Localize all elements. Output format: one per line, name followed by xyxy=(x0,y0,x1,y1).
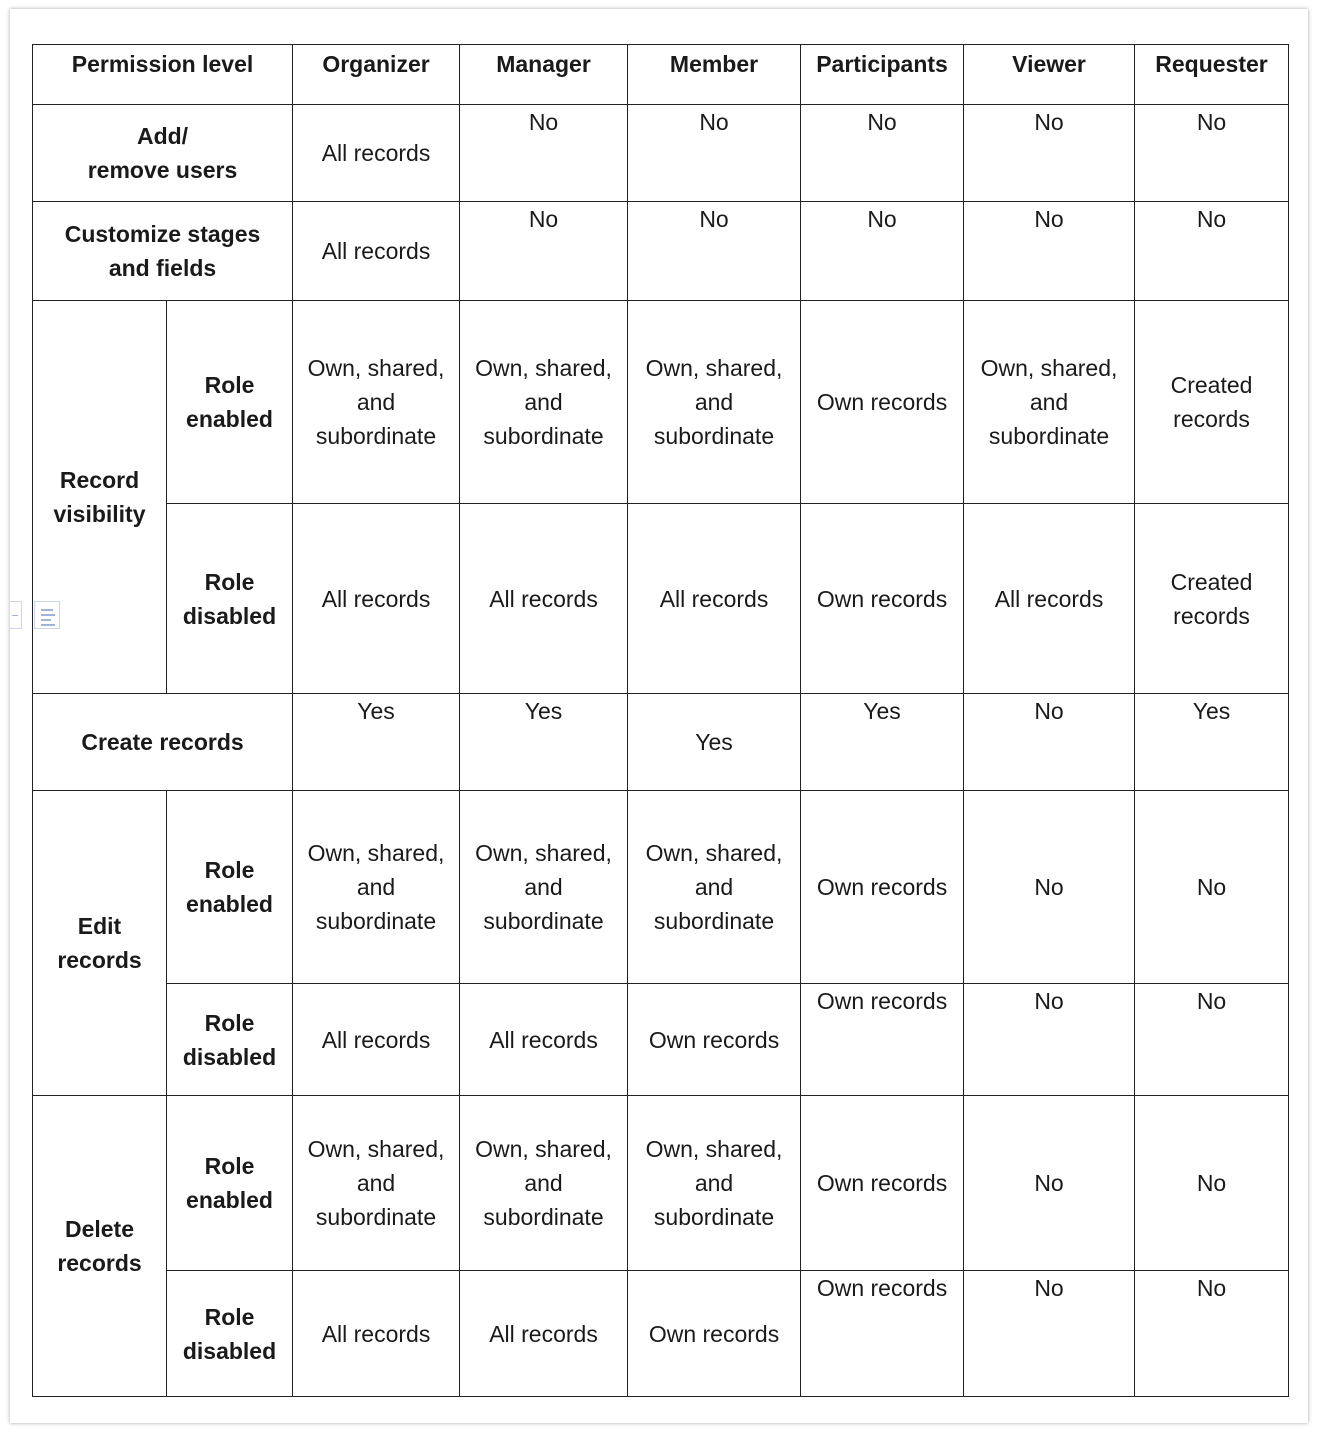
row-label-delete-records: Delete records xyxy=(33,1096,167,1397)
cell-requester: No xyxy=(1135,1271,1289,1397)
cell-requester-text: Created records xyxy=(1170,568,1253,629)
table-row xyxy=(33,301,1289,504)
cell-requester: Created records xyxy=(1135,301,1289,504)
table-row xyxy=(33,1271,1289,1397)
cell-member: Own, shared, and subordinate xyxy=(628,1096,801,1271)
cell-requester: No xyxy=(1135,984,1289,1096)
row-label-create-records: Create records xyxy=(33,694,293,791)
cell-viewer: No xyxy=(964,694,1135,791)
cell-participants: No xyxy=(801,105,964,202)
cell-participants: Own records xyxy=(801,1271,964,1397)
cell-member: Own records xyxy=(628,1271,801,1397)
cell-member: No xyxy=(628,202,801,301)
cell-organizer: Own, shared, and subordinate xyxy=(293,301,460,504)
cell-member: Own, shared, and subordinate xyxy=(628,301,801,504)
header-participants: Participants xyxy=(801,45,964,105)
cell-manager: Own, shared, and subordinate xyxy=(460,791,628,984)
table-row xyxy=(33,1096,1289,1271)
cell-organizer: Own, shared, and subordinate xyxy=(293,791,460,984)
sub-label-role-enabled: Role enabled xyxy=(167,301,293,504)
table-row xyxy=(33,504,1289,694)
cell-viewer: No xyxy=(964,791,1135,984)
cell-participants: No xyxy=(801,202,964,301)
cell-organizer: All records xyxy=(293,105,460,202)
cell-member: Yes xyxy=(628,694,801,791)
cell-viewer: Own, shared, and subordinate xyxy=(964,301,1135,504)
header-row xyxy=(33,45,1289,105)
table-row xyxy=(33,694,1289,791)
row-label-record-visibility: Record visibility xyxy=(33,301,167,694)
row-label-edit-records: Edit records xyxy=(33,791,167,1096)
cell-manager: All records xyxy=(460,504,628,694)
sub-label-role-disabled: Role disabled xyxy=(167,1271,293,1397)
header-member: Member xyxy=(628,45,801,105)
cell-requester: Yes xyxy=(1135,694,1289,791)
cell-participants: Own records xyxy=(801,1096,964,1271)
sub-label-role-disabled: Role disabled xyxy=(167,984,293,1096)
sub-label-role-enabled: Role enabled xyxy=(167,791,293,984)
cell-member: No xyxy=(628,105,801,202)
cell-viewer: No xyxy=(964,984,1135,1096)
header-organizer: Organizer xyxy=(293,45,460,105)
cell-participants: Own records xyxy=(801,301,964,504)
cell-manager: All records xyxy=(460,1271,628,1397)
cell-organizer: Yes xyxy=(293,694,460,791)
table-row xyxy=(33,984,1289,1096)
sub-label-role-enabled: Role enabled xyxy=(167,1096,293,1271)
cell-viewer: No xyxy=(964,1271,1135,1397)
row-label-add-remove-users: Add/ remove users xyxy=(33,105,293,202)
cell-organizer: All records xyxy=(293,1271,460,1397)
cell-participants: Own records xyxy=(801,984,964,1096)
cell-requester: No xyxy=(1135,1096,1289,1271)
cell-participants: Own records xyxy=(801,791,964,984)
cell-member: Own, shared, and subordinate xyxy=(628,791,801,984)
cell-manager: All records xyxy=(460,984,628,1096)
cell-organizer: All records xyxy=(293,202,460,301)
cell-viewer: All records xyxy=(964,504,1135,694)
header-manager: Manager xyxy=(460,45,628,105)
cell-requester: No xyxy=(1135,105,1289,202)
cell-viewer: No xyxy=(964,202,1135,301)
cell-participants: Yes xyxy=(801,694,964,791)
cell-requester[interactable] xyxy=(1135,504,1289,694)
cell-viewer: No xyxy=(964,1096,1135,1271)
cell-requester: No xyxy=(1135,202,1289,301)
sub-label-role-disabled: Role disabled xyxy=(167,504,293,694)
table-row xyxy=(33,105,1289,202)
cell-manager: Yes xyxy=(460,694,628,791)
cell-participants: Own records xyxy=(801,504,964,694)
header-viewer: Viewer xyxy=(964,45,1135,105)
header-permission-level: Permission level xyxy=(33,45,293,105)
cell-member: All records xyxy=(628,504,801,694)
collapse-icon[interactable] xyxy=(10,601,22,629)
cell-requester: No xyxy=(1135,791,1289,984)
row-label-customize-stages: Customize stages and fields xyxy=(33,202,293,301)
cell-organizer: Own, shared, and subordinate xyxy=(293,1096,460,1271)
table-row xyxy=(33,791,1289,984)
table-row xyxy=(33,202,1289,301)
cell-manager: No xyxy=(460,202,628,301)
cell-organizer: All records xyxy=(293,984,460,1096)
cell-manager: No xyxy=(460,105,628,202)
cell-manager: Own, shared, and subordinate xyxy=(460,1096,628,1271)
cell-organizer: All records xyxy=(293,504,460,694)
permissions-table xyxy=(32,44,1289,1397)
header-requester: Requester xyxy=(1135,45,1289,105)
cell-viewer: No xyxy=(964,105,1135,202)
cell-member: Own records xyxy=(628,984,801,1096)
cell-manager: Own, shared, and subordinate xyxy=(460,301,628,504)
